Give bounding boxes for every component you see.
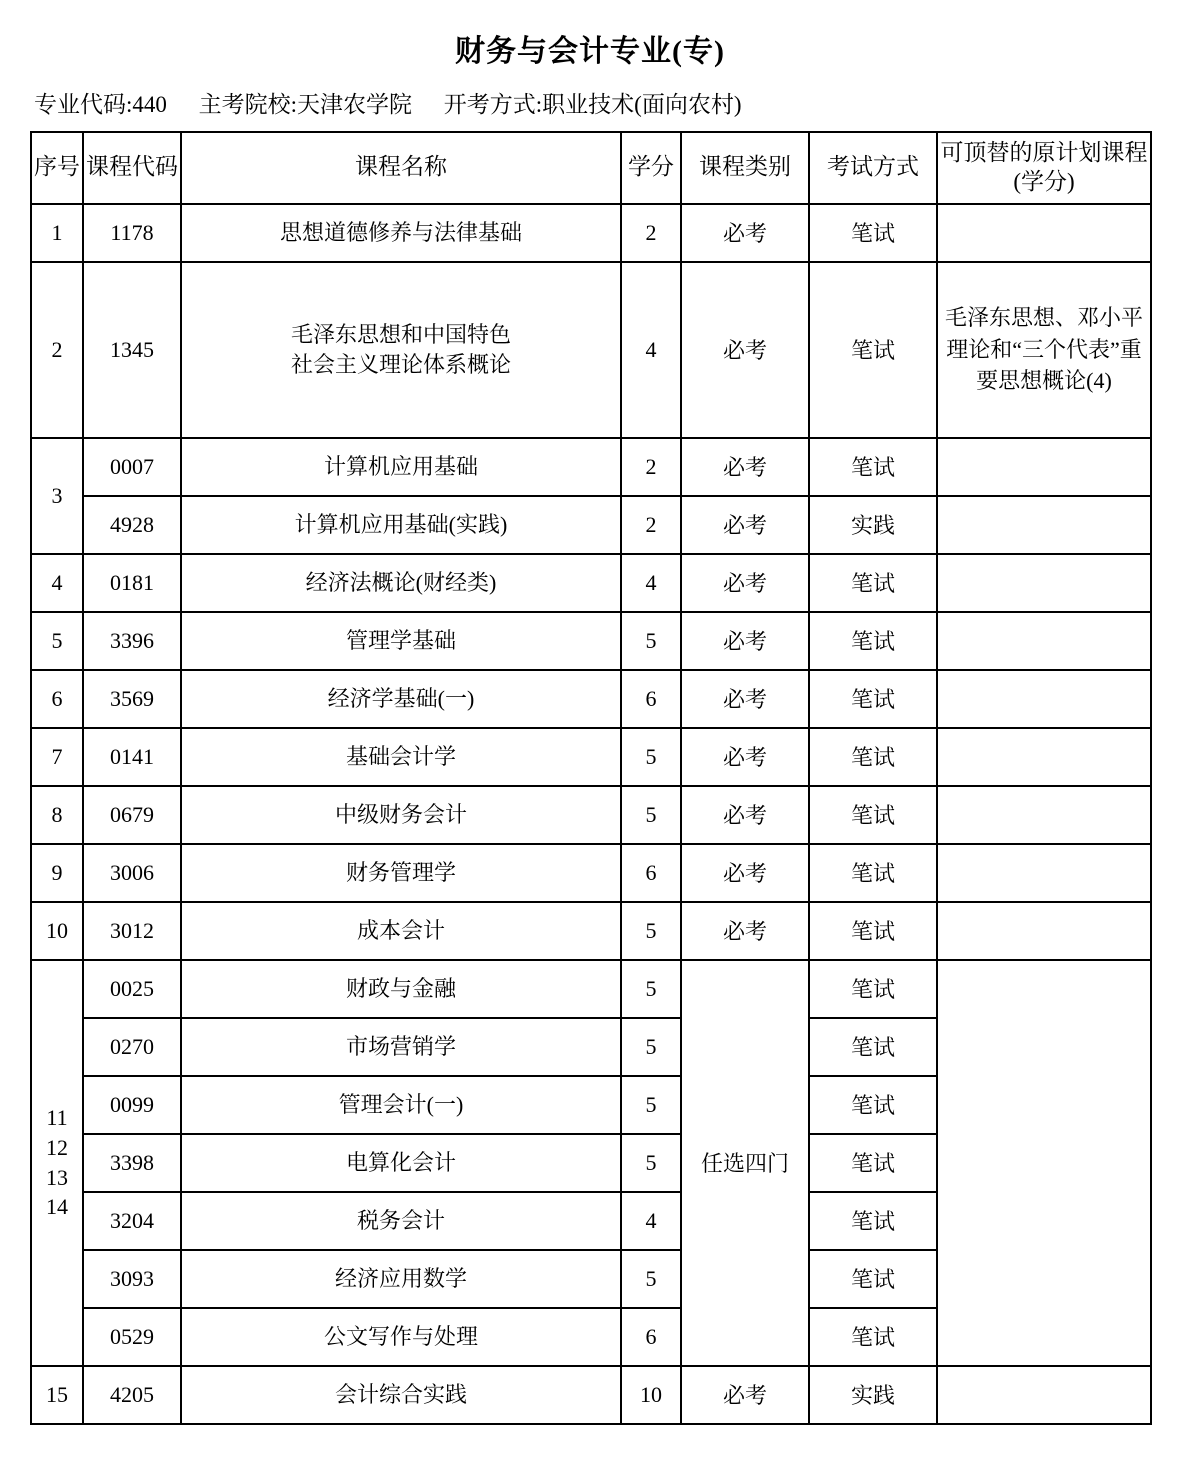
cell-type: 必考 — [681, 728, 809, 786]
cell-exam: 笔试 — [809, 786, 937, 844]
header-course-type: 课程类别 — [681, 132, 809, 204]
cell-code: 3569 — [83, 670, 181, 728]
table-row — [31, 438, 1151, 496]
cell-exam: 笔试 — [809, 728, 937, 786]
cell-seq: 6 — [31, 670, 83, 728]
cell-code: 0181 — [83, 554, 181, 612]
elective-seq-line: 14 — [46, 1194, 68, 1220]
cell-replace — [937, 902, 1151, 960]
cell-code: 0679 — [83, 786, 181, 844]
cell-name-line1: 毛泽东思想和中国特色 — [290, 321, 511, 347]
table-row — [31, 1366, 1151, 1424]
cell-credit: 2 — [621, 496, 681, 554]
cell-seq: 2 — [31, 262, 83, 438]
course-plan-table — [30, 131, 1152, 1425]
cell-seq: 9 — [31, 844, 83, 902]
cell-credit: 5 — [621, 1250, 681, 1308]
cell-code: 0529 — [83, 1308, 181, 1366]
cell-seq: 5 — [31, 612, 83, 670]
cell-replace — [937, 204, 1151, 262]
cell-replace — [937, 1366, 1151, 1424]
cell-name: 成本会计 — [181, 902, 621, 960]
cell-type: 必考 — [681, 554, 809, 612]
table-row — [31, 262, 1151, 438]
cell-seq: 10 — [31, 902, 83, 960]
table-row — [31, 670, 1151, 728]
table-row — [31, 960, 1151, 1018]
cell-code: 0099 — [83, 1076, 181, 1134]
cell-credit: 5 — [621, 786, 681, 844]
cell-name: 财政与金融 — [181, 960, 621, 1018]
cell-code: 4205 — [83, 1366, 181, 1424]
cell-replace — [937, 496, 1151, 554]
cell-type: 必考 — [681, 496, 809, 554]
cell-name: 计算机应用基础 — [181, 438, 621, 496]
elective-seq-line: 12 — [46, 1134, 68, 1160]
exam-mode-label: 开考方式:职业技术(面向农村) — [443, 92, 742, 117]
cell-code: 3093 — [83, 1250, 181, 1308]
header-course-name: 课程名称 — [181, 132, 621, 204]
cell-replace — [937, 728, 1151, 786]
cell-exam: 实践 — [809, 1366, 937, 1424]
cell-exam: 笔试 — [809, 438, 937, 496]
cell-type: 必考 — [681, 204, 809, 262]
elective-seq-line: 13 — [46, 1164, 68, 1190]
cell-type: 必考 — [681, 670, 809, 728]
cell-code: 3398 — [83, 1134, 181, 1192]
cell-exam: 笔试 — [809, 262, 937, 438]
cell-name: 公文写作与处理 — [181, 1308, 621, 1366]
cell-seq: 7 — [31, 728, 83, 786]
cell-exam: 笔试 — [809, 1076, 937, 1134]
cell-credit: 2 — [621, 438, 681, 496]
table-header-row — [31, 132, 1151, 204]
cell-name: 经济法概论(财经类) — [181, 554, 621, 612]
cell-code: 0007 — [83, 438, 181, 496]
table-body — [31, 204, 1151, 1424]
cell-exam: 笔试 — [809, 1308, 937, 1366]
table-row — [31, 902, 1151, 960]
table-row — [31, 728, 1151, 786]
cell-name: 计算机应用基础(实践) — [181, 496, 621, 554]
cell-replace — [937, 786, 1151, 844]
cell-credit: 5 — [621, 1018, 681, 1076]
cell-code: 0141 — [83, 728, 181, 786]
cell-credit: 5 — [621, 1134, 681, 1192]
header-course-code: 课程代码 — [83, 132, 181, 204]
cell-code: 4928 — [83, 496, 181, 554]
cell-replace — [937, 612, 1151, 670]
cell-exam: 笔试 — [809, 902, 937, 960]
cell-credit: 4 — [621, 1192, 681, 1250]
table-header — [31, 132, 1151, 204]
cell-credit: 4 — [621, 262, 681, 438]
cell-replace — [937, 670, 1151, 728]
cell-credit: 5 — [621, 960, 681, 1018]
cell-code: 3396 — [83, 612, 181, 670]
cell-name-line2: 社会主义理论体系概论 — [290, 351, 511, 377]
cell-type: 必考 — [681, 902, 809, 960]
cell-seq: 8 — [31, 786, 83, 844]
cell-credit: 5 — [621, 902, 681, 960]
cell-name: 税务会计 — [181, 1192, 621, 1250]
cell-credit: 5 — [621, 1076, 681, 1134]
cell-credit: 6 — [621, 1308, 681, 1366]
cell-exam: 笔试 — [809, 1192, 937, 1250]
cell-code: 1345 — [83, 262, 181, 438]
header-exam-method: 考试方式 — [809, 132, 937, 204]
cell-name: 电算化会计 — [181, 1134, 621, 1192]
cell-replace: 毛泽东思想、邓小平理论和“三个代表”重要思想概论(4) — [937, 262, 1151, 438]
cell-seq: 15 — [31, 1366, 83, 1424]
cell-name: 经济学基础(一) — [181, 670, 621, 728]
cell-seq: 1 — [31, 204, 83, 262]
cell-credit: 5 — [621, 728, 681, 786]
cell-type: 必考 — [681, 786, 809, 844]
header-seq: 序号 — [31, 132, 83, 204]
cell-exam: 笔试 — [809, 844, 937, 902]
cell-credit: 6 — [621, 844, 681, 902]
elective-seq-line: 11 — [46, 1105, 68, 1131]
cell-code: 0270 — [83, 1018, 181, 1076]
cell-exam: 笔试 — [809, 1018, 937, 1076]
cell-code: 0025 — [83, 960, 181, 1018]
document-meta-line — [34, 86, 1150, 119]
cell-seq: 3 — [31, 438, 83, 554]
cell-exam: 笔试 — [809, 1250, 937, 1308]
table-row — [31, 496, 1151, 554]
cell-exam: 笔试 — [809, 204, 937, 262]
cell-credit: 6 — [621, 670, 681, 728]
cell-replace — [937, 960, 1151, 1366]
table-row — [31, 612, 1151, 670]
cell-name: 会计综合实践 — [181, 1366, 621, 1424]
cell-exam: 笔试 — [809, 670, 937, 728]
cell-name: 基础会计学 — [181, 728, 621, 786]
host-school-label: 主考院校:天津农学院 — [198, 92, 413, 117]
cell-type: 必考 — [681, 1366, 809, 1424]
cell-name: 中级财务会计 — [181, 786, 621, 844]
cell-exam: 笔试 — [809, 960, 937, 1018]
cell-name: 市场营销学 — [181, 1018, 621, 1076]
cell-credit: 5 — [621, 612, 681, 670]
cell-exam: 笔试 — [809, 1134, 937, 1192]
table-row — [31, 204, 1151, 262]
page-title: 财务与会计专业(专) — [455, 35, 725, 68]
cell-exam: 笔试 — [809, 612, 937, 670]
cell-type: 必考 — [681, 612, 809, 670]
cell-exam: 笔试 — [809, 554, 937, 612]
cell-credit: 4 — [621, 554, 681, 612]
major-code-label: 专业代码:440 — [34, 92, 167, 117]
cell-type-elective-group: 任选四门 — [681, 960, 809, 1366]
cell-type: 必考 — [681, 438, 809, 496]
cell-replace — [937, 844, 1151, 902]
cell-code: 1178 — [83, 204, 181, 262]
cell-name: 管理会计(一) — [181, 1076, 621, 1134]
cell-code: 3006 — [83, 844, 181, 902]
cell-seq-elective-group — [31, 960, 83, 1366]
cell-exam: 实践 — [809, 496, 937, 554]
cell-code: 3012 — [83, 902, 181, 960]
cell-seq: 4 — [31, 554, 83, 612]
cell-type: 必考 — [681, 262, 809, 438]
table-row — [31, 786, 1151, 844]
table-row — [31, 844, 1151, 902]
cell-name: 经济应用数学 — [181, 1250, 621, 1308]
cell-name — [181, 262, 621, 438]
cell-credit: 10 — [621, 1366, 681, 1424]
cell-code: 3204 — [83, 1192, 181, 1250]
cell-name: 财务管理学 — [181, 844, 621, 902]
cell-type: 必考 — [681, 844, 809, 902]
cell-replace — [937, 438, 1151, 496]
header-credit: 学分 — [621, 132, 681, 204]
cell-name: 思想道德修养与法律基础 — [181, 204, 621, 262]
cell-replace — [937, 554, 1151, 612]
cell-name: 管理学基础 — [181, 612, 621, 670]
table-row — [31, 554, 1151, 612]
cell-credit: 2 — [621, 204, 681, 262]
header-replaceable: 可顶替的原计划课程(学分) — [937, 132, 1151, 204]
